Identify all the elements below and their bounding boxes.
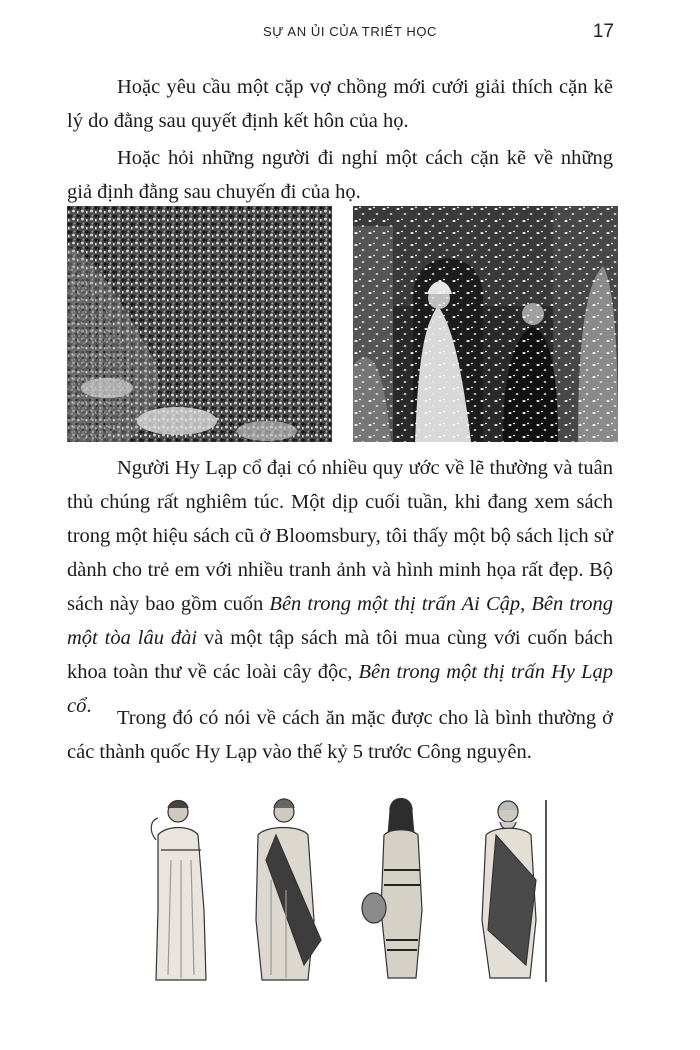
- greek-figure-4: [482, 800, 546, 982]
- beach-crowd-photo: [67, 206, 332, 442]
- paragraph-dress: [67, 701, 613, 769]
- wedding-image: [353, 206, 618, 442]
- greek-figures-illustration: [126, 790, 574, 990]
- book-title-egypt: Bên trong một thị trấn Ai Cập: [269, 593, 521, 615]
- greek-figures-image: [126, 790, 574, 990]
- beach-crowd-image: [67, 206, 332, 442]
- paragraph-bookshop-text: Người Hy Lạp cổ đại có nhiều quy ước về lẽ thường và tuân thủ chúng rất nghiêm túc. Một dịp cuối tuần, khi đang xem sách trong một hiệu sách cũ ở Bloomsbury, tôi thấy một bộ sách lịch sử dành cho trẻ em với nhiều tranh ảnh và hình minh họa rất đẹp. Bộ sách này bao gồm cuốn: [67, 457, 613, 615]
- paragraph-dress-text: Trong đó có nói về cách ăn mặc được cho là bình thường ở các thành quốc Hy Lạp vào thế kỷ 5 trước Công nguyên.: [67, 707, 613, 763]
- running-title: SỰ AN ỦI CỦA TRIẾT HỌC: [262, 24, 438, 39]
- paragraph-bookshop: [67, 451, 613, 723]
- wedding-photo: [353, 206, 618, 442]
- paragraph-holidaymakers: [67, 141, 613, 209]
- greek-figure-1: [151, 801, 206, 981]
- paragraph-bookshop-text-2: và một tập sách mà tôi mua cùng với cuốn bách khoa toàn thư về các loài cây độc,: [67, 627, 613, 683]
- book-title-greek-town: Bên trong một thị trấn Hy Lạp cổ: [67, 661, 614, 717]
- paragraph-newlyweds-text: Hoặc yêu cầu một cặp vợ chồng mới cưới giải thích cặn kẽ lý do đằng sau quyết định kết hôn của họ.: [67, 76, 613, 132]
- page-number: 17: [592, 21, 614, 42]
- paragraph-newlyweds: [67, 70, 613, 138]
- greek-figure-3: [362, 799, 422, 979]
- greek-figure-2: [256, 799, 321, 980]
- book-title-castle: Bên trong một tòa lâu đài: [67, 593, 614, 649]
- running-header: [0, 21, 700, 44]
- paragraph-holidaymakers-text: Hoặc hỏi những người đi nghỉ một cách cặn kẽ về những giả định đằng sau chuyến đi của họ.: [67, 147, 613, 203]
- period: .: [86, 695, 92, 717]
- separator: ,: [520, 593, 532, 615]
